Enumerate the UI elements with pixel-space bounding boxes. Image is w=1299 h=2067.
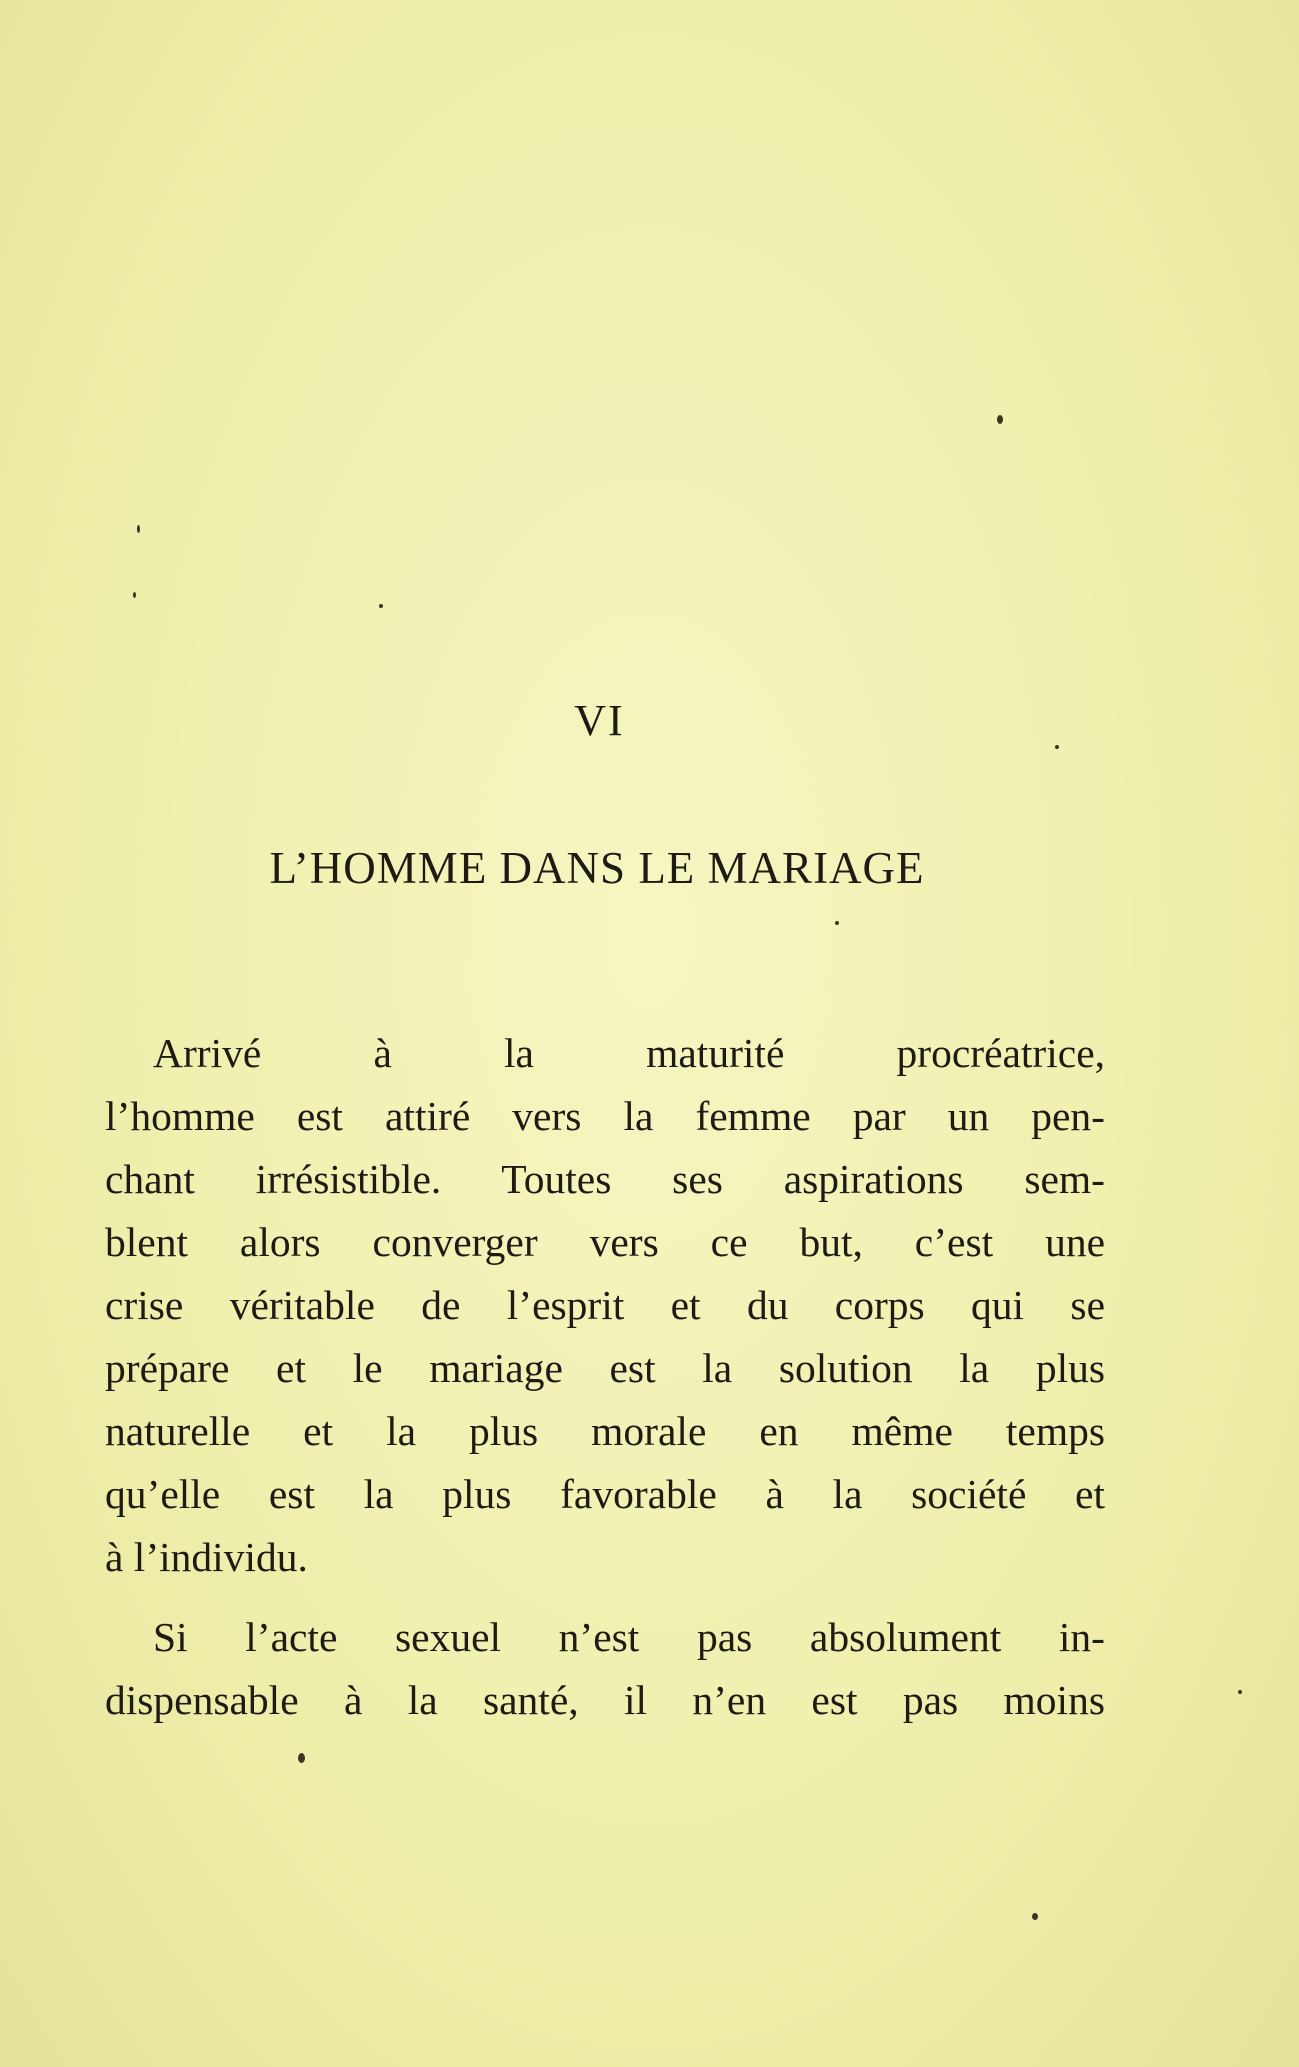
text-line: blent alors converger vers ce but, c’est une bbox=[105, 1219, 1105, 1265]
chapter-title: L’HOMME DANS LE MARIAGE bbox=[269, 843, 925, 893]
paper-speck bbox=[133, 592, 136, 598]
chapter-number: VI bbox=[574, 696, 625, 745]
text-line: qu’elle est la plus favorable à la société et bbox=[105, 1471, 1105, 1517]
paper-speck bbox=[379, 604, 383, 608]
paper-speck bbox=[835, 921, 839, 925]
text-line: Arrivé à la maturité procréatrice, bbox=[153, 1030, 1105, 1076]
paper-speck bbox=[997, 415, 1003, 424]
text-line: prépare et le mariage est la solution la plus bbox=[105, 1345, 1105, 1391]
text-line: naturelle et la plus morale en même temps bbox=[105, 1408, 1105, 1454]
text-line: chant irrésistible. Toutes ses aspirations sem- bbox=[105, 1156, 1105, 1202]
text-line: crise véritable de l’esprit et du corps qui se bbox=[105, 1282, 1105, 1328]
body-text bbox=[105, 1022, 1105, 1732]
paper-speck bbox=[298, 1753, 305, 1763]
paper-speck bbox=[137, 525, 140, 533]
paragraph-gap bbox=[105, 1589, 1105, 1606]
text-line: à l’individu. bbox=[105, 1534, 308, 1580]
paragraph bbox=[105, 1022, 1105, 1589]
paragraph bbox=[105, 1606, 1105, 1732]
text-line: dispensable à la santé, il n’en est pas moins bbox=[105, 1677, 1105, 1723]
text-line: Si l’acte sexuel n’est pas absolument in- bbox=[153, 1614, 1105, 1660]
paper-speck bbox=[1032, 1913, 1038, 1920]
text-line: l’homme est attiré vers la femme par un pen- bbox=[105, 1093, 1105, 1139]
paper-speck bbox=[1238, 1690, 1242, 1694]
